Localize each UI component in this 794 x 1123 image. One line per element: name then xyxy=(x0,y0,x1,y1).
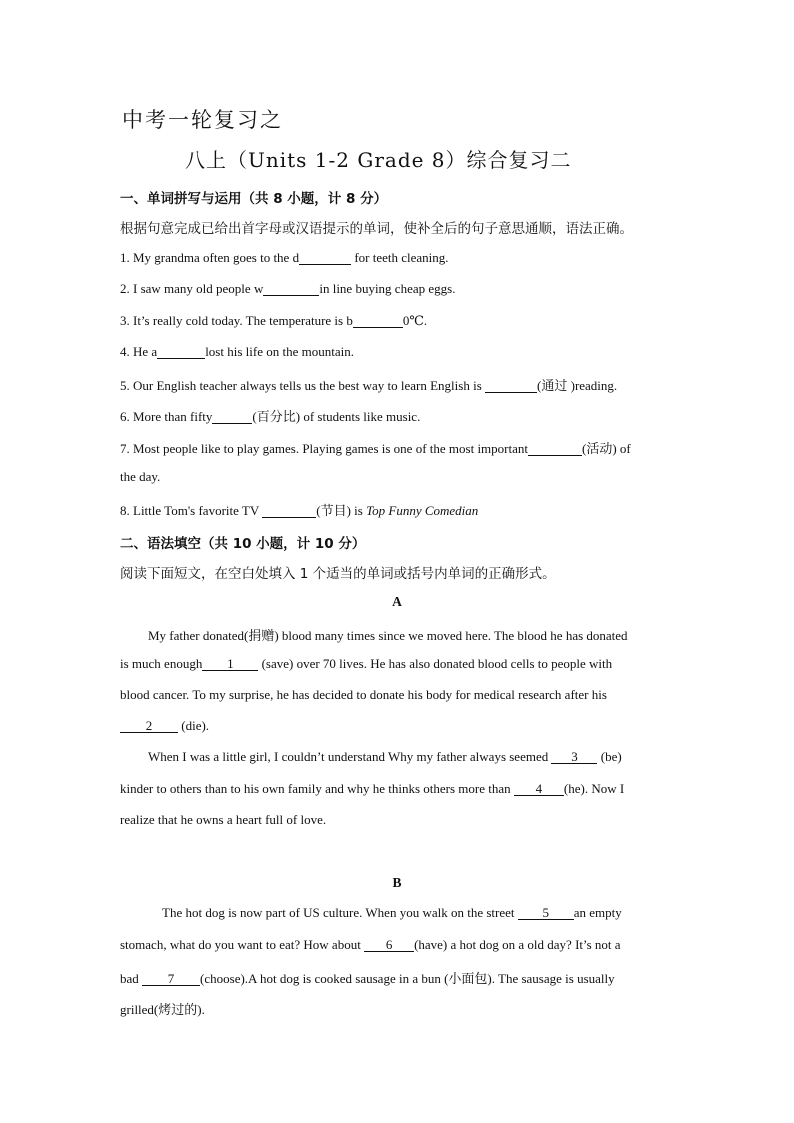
question-1 xyxy=(120,250,449,266)
question-7-text: 7. Most people like to play games. Playing games is one of the most important xyxy=(120,441,528,456)
passage-a-line-6-text: kinder to others than to his own family and why he thinks others more than xyxy=(120,781,514,796)
passage-b-line-2 xyxy=(120,937,621,953)
question-5-hint: (通过 ) xyxy=(537,378,575,393)
passage-b-line-3-rest: (choose).A hot dog is cooked sausage in a bun (小面包). The sausage is usually xyxy=(200,971,615,986)
question-7-hint: (活动) of xyxy=(582,441,631,456)
passage-a-line-1: My father donated(捐赠) blood many times since we moved here. The blood he has donated xyxy=(148,628,628,643)
grammar-blank-6[interactable]: 6 xyxy=(364,939,414,952)
answer-blank-1[interactable] xyxy=(299,252,351,265)
section-1-instruction: 根据句意完成已给出首字母或汉语提示的单词，使补全后的句子意思通顺，语法正确。 xyxy=(120,221,633,237)
section-1-heading: 一、单词拼写与运用（共 8 小题，计 8 分） xyxy=(120,191,388,207)
section-2-heading: 二、语法填空（共 10 小题，计 10 分） xyxy=(120,536,366,552)
passage-b-label: B xyxy=(392,875,402,890)
passage-b-line-1-text: The hot dog is now part of US culture. When you walk on the street xyxy=(162,905,518,920)
question-7-continued: the day. xyxy=(120,469,161,484)
question-5-rest: reading. xyxy=(574,378,618,393)
grammar-blank-1[interactable]: 1 xyxy=(202,658,258,671)
passage-a-line-2 xyxy=(120,656,612,672)
grammar-blank-2[interactable]: 2 xyxy=(120,720,178,733)
question-7 xyxy=(120,438,631,457)
question-4-rest: lost his life on the mountain. xyxy=(205,344,354,359)
passage-b-line-4: grilled(烤过的). xyxy=(120,1002,205,1017)
grammar-blank-4[interactable]: 4 xyxy=(514,783,564,796)
passage-a-label: A xyxy=(392,594,402,609)
question-4 xyxy=(120,344,354,360)
passage-a-line-2-text: is much enough xyxy=(120,656,203,671)
question-6-rest: of students like music. xyxy=(300,409,421,424)
question-3 xyxy=(120,313,427,329)
question-4-text: 4. He a xyxy=(120,344,158,359)
passage-b-line-2-rest: (have) a hot dog on a old day? It’s not a xyxy=(414,937,621,952)
answer-blank-8[interactable] xyxy=(262,505,316,518)
passage-b-line-3 xyxy=(120,968,615,987)
page-title: 中考一轮复习之 xyxy=(122,108,283,132)
grammar-blank-3[interactable]: 3 xyxy=(551,751,597,764)
question-5-text: 5. Our English teacher always tells us the best way to learn English is xyxy=(120,378,486,393)
grammar-blank-5[interactable]: 5 xyxy=(518,907,574,920)
question-2-text: 2. I saw many old people w xyxy=(120,281,264,296)
page-subtitle: 八上（Units 1-2 Grade 8）综合复习二 xyxy=(185,148,572,172)
question-6 xyxy=(120,406,420,425)
passage-a-line-4 xyxy=(120,718,209,734)
question-2-rest: in line buying cheap eggs. xyxy=(319,281,456,296)
passage-a-line-2-rest: (save) over 70 lives. He has also donated blood cells to people with xyxy=(258,656,613,671)
passage-b-line-3-text: bad xyxy=(120,971,143,986)
answer-blank-5[interactable] xyxy=(485,380,537,393)
passage-b-line-1 xyxy=(162,905,622,921)
question-8-hint: (节目) is xyxy=(316,503,367,518)
question-6-text: 6. More than fifty xyxy=(120,409,213,424)
question-2 xyxy=(120,281,455,297)
passage-a-line-3: blood cancer. To my surprise, he has decided to donate his body for medical research after his xyxy=(120,687,607,702)
passage-a-line-7: realize that he owns a heart full of love. xyxy=(120,812,327,827)
question-1-text: 1. My grandma often goes to the d xyxy=(120,250,300,265)
passage-a-line-6 xyxy=(120,781,624,797)
question-8 xyxy=(120,500,478,519)
question-1-rest: for teeth cleaning. xyxy=(351,250,449,265)
question-3-rest: 0℃. xyxy=(402,313,428,328)
section-2-instruction: 阅读下面短文，在空白处填入 1 个适当的单词或括号内单词的正确形式。 xyxy=(120,566,556,582)
passage-b-line-1-rest: an empty xyxy=(573,905,622,920)
passage-a-line-4-rest: (die). xyxy=(178,718,210,733)
question-8-title: Top Funny Comedian xyxy=(366,503,479,518)
answer-blank-6[interactable] xyxy=(212,411,252,424)
answer-blank-4[interactable] xyxy=(157,346,205,359)
answer-blank-7[interactable] xyxy=(528,443,582,456)
passage-b-line-2-text: stomach, what do you want to eat? How about xyxy=(120,937,365,952)
question-8-text: 8. Little Tom's favorite TV xyxy=(120,503,263,518)
passage-a-line-6-rest: (he). Now I xyxy=(563,781,625,796)
question-5 xyxy=(120,375,617,394)
question-3-text: 3. It’s really cold today. The temperature is b xyxy=(120,313,353,328)
question-6-hint: (百分比) xyxy=(252,409,301,424)
answer-blank-2[interactable] xyxy=(263,283,319,296)
passage-a-line-5-text: When I was a little girl, I couldn’t understand Why my father always seemed xyxy=(148,749,552,764)
answer-blank-3[interactable] xyxy=(353,315,403,328)
passage-a-line-5 xyxy=(148,749,622,765)
grammar-blank-7[interactable]: 7 xyxy=(142,973,200,986)
passage-a-line-5-rest: (be) xyxy=(597,749,622,764)
